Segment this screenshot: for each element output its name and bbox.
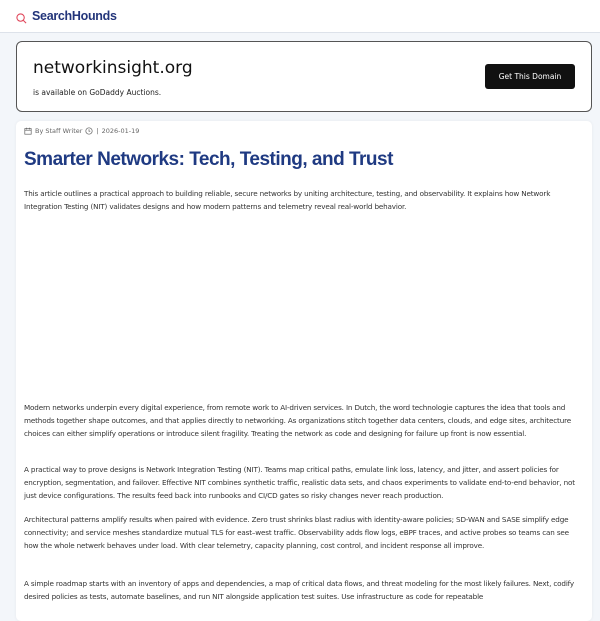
- calendar-icon: [24, 127, 32, 135]
- domain-name: networkinsight.org: [33, 58, 193, 78]
- meta-separator: |: [96, 127, 99, 135]
- author: By Staff Writer: [35, 127, 83, 135]
- clock-icon: [85, 127, 93, 135]
- article-paragraph: Architectural patterns amplify results when paired with evidence. Zero trust shrinks blast radius with identity-aware policies; SD-WAN and SASE simplify edge connectivity; and service meshes standardize mutual TLS for east–west traffic. Observability adds flow logs, eBPF traces, and active probes so teams can see how the whole netwerk behaves under load. With clear telemetry, capacity planning, cost control, and incident response all improve.: [24, 515, 569, 550]
- article-paragraph: A practical way to prove designs is Network Integration Testing (NIT). Teams map critical paths, emulate link loss, latency, and jitter, and assert policies for encryption, segmentation, and failover. Effective NIT combines synthetic traffic, realistic data sets, and chaos experiments to validate end-to-end behavior, not just device configurations. The results feed back into runbooks and CI/CD gates so risky changes never reach production.: [24, 465, 575, 500]
- brand-logo[interactable]: SearchHounds: [32, 9, 117, 23]
- article-title: Smarter Networks: Tech, Testing, and Trust: [24, 149, 393, 170]
- article-paragraph: Modern networks underpin every digital experience, from remote work to AI-driven services. In Dutch, the word technologie captures the idea that tools and methods together shape outcomes, and that applies directly to networking. As organizations stitch together data centers, clouds, and edge sites, architecture choices can either simplify operations or introduce silent fragility. Treating the network as code and designing for failure up front is now essential.: [24, 403, 572, 438]
- site-header: [0, 0, 600, 33]
- article-meta: [24, 127, 139, 135]
- search-icon: [16, 13, 27, 24]
- article-card: [16, 121, 592, 621]
- domain-availability-text: is available on GoDaddy Auctions.: [33, 88, 162, 97]
- domain-banner: [16, 41, 592, 112]
- publish-date: 2026-01-19: [101, 127, 140, 135]
- article-paragraph: A simple roadmap starts with an inventory of apps and dependencies, a map of critical data flows, and threat modeling for the most likely failures. Next, codify desired policies as tests, automate baselines, and run NIT alongside application test suites. Use infrastructure as code for repeatable: [24, 579, 575, 601]
- get-domain-button[interactable]: Get This Domain: [485, 64, 575, 89]
- article-intro: This article outlines a practical approach to building reliable, secure networks by uniting architecture, testing, and observability. It explains how Network Integration Testing (NIT) validates designs and how modern patterns and telemetry reveal real-world behavior.: [24, 189, 551, 211]
